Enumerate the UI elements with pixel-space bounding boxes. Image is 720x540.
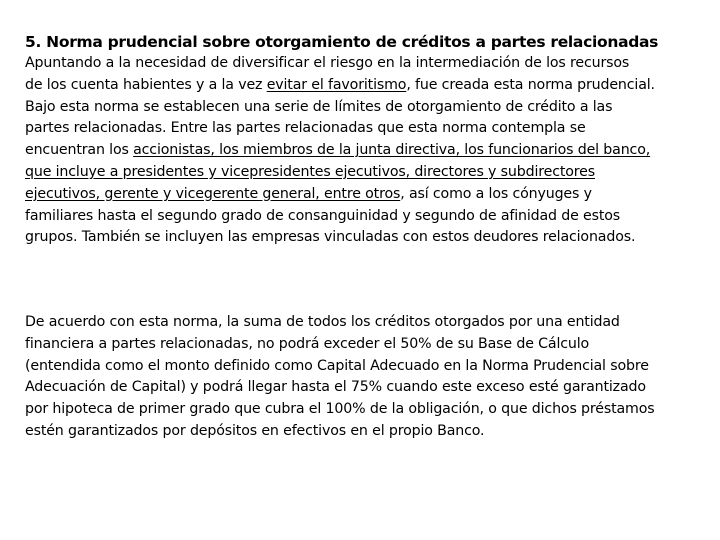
underlined-text: que incluye a presidentes y vicepresidentes ejecutivos, directores y subdirectores xyxy=(25,163,595,180)
underlined-text: ejecutivos, gerente y vicegerente general, entre otros xyxy=(25,185,401,202)
paragraph-limites-credito xyxy=(25,312,705,443)
text-run: (entendida como el monto definido como Capital Adecuado en la Norma Prudencial sobre xyxy=(25,357,649,374)
text-run: encuentran los xyxy=(25,142,134,159)
text-run: , así como a los cónyuges y xyxy=(400,185,592,202)
text-line xyxy=(25,377,705,399)
text-run: por hipoteca de primer grado que cubra el 100% de la obligación, o que dichos préstamos xyxy=(25,401,655,418)
text-run: De acuerdo con esta norma, la suma de todos los créditos otorgados por una entidad xyxy=(25,314,620,330)
text-line xyxy=(25,118,705,140)
text-run: familiares hasta el segundo grado de consanguinidad y segundo de afinidad de estos xyxy=(25,207,621,224)
text-run: grupos. También se incluyen las empresas vinculadas con estos deudores relacionados. xyxy=(25,229,636,246)
underlined-text: accionistas, los miembros de la junta directiva, los funcionarios del banco, xyxy=(133,142,651,159)
text-run: , fue creada esta norma prudencial. xyxy=(406,76,655,93)
text-run: Adecuación de Capital) y podrá llegar hasta el 75% cuando este exceso esté garantizado xyxy=(25,379,646,396)
text-run: de los cuenta habientes y a la vez xyxy=(25,76,267,93)
text-line xyxy=(25,162,705,184)
text-line xyxy=(25,53,705,75)
text-line xyxy=(25,227,705,249)
text-line xyxy=(25,421,705,443)
text-line xyxy=(25,334,705,356)
text-line xyxy=(25,75,705,97)
text-run: partes relacionadas. Entre las partes relacionadas que esta norma contempla se xyxy=(25,120,586,137)
text-run: estén garantizados por depósitos en efectivos en el propio Banco. xyxy=(25,422,485,439)
section-title: 5. Norma prudencial sobre otorgamiento de créditos a partes relacionadas xyxy=(25,33,659,51)
text-run: Apuntando a la necesidad de diversificar el riesgo en la intermediación de los recursos xyxy=(25,55,630,71)
text-run: financiera a partes relacionadas, no podrá exceder el 50% de su Base de Cálculo xyxy=(25,335,590,352)
underlined-text: evitar el favoritismo xyxy=(266,76,407,93)
text-line xyxy=(25,399,705,421)
text-run: Bajo esta norma se establecen una serie de límites de otorgamiento de crédito a las xyxy=(25,98,613,115)
text-line xyxy=(25,206,705,228)
text-line xyxy=(25,312,705,334)
text-line xyxy=(25,140,705,162)
paragraph-partes-relacionadas xyxy=(25,53,705,249)
text-line xyxy=(25,97,705,119)
text-line xyxy=(25,184,705,206)
text-line xyxy=(25,356,705,378)
